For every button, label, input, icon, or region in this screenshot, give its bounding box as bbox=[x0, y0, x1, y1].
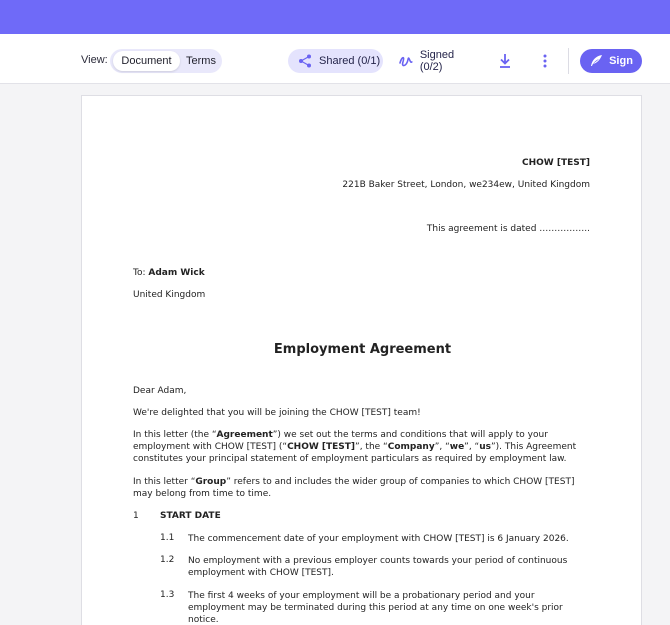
recipient-prefix: To: bbox=[133, 268, 149, 278]
signed-button[interactable] bbox=[397, 49, 479, 73]
clause-number: 1.3 bbox=[160, 590, 175, 600]
text-run: ” refers to and includes the wider group of companies to which CHOW [TEST] may belong from time to time. bbox=[133, 477, 575, 499]
recipient-line bbox=[133, 268, 205, 278]
document-toolbar bbox=[0, 34, 670, 84]
text-run: ”). This Agreement constitutes your principal statement of employment particulars as required by employment law. bbox=[133, 442, 577, 464]
shared-button[interactable] bbox=[288, 49, 383, 73]
defined-term: CHOW [TEST] bbox=[287, 442, 356, 452]
recipient-country: United Kingdom bbox=[133, 290, 206, 300]
signed-label: Signed (0/2) bbox=[419, 49, 455, 73]
defined-term: us bbox=[479, 442, 491, 452]
welcome-paragraph: We're delighted that you will be joining the CHOW [TEST] team! bbox=[133, 408, 421, 418]
text-run: ”) we set out the terms and conditions that will apply to your employment with CHOW [TEST] (“ bbox=[133, 430, 548, 452]
clause-text: The first 4 weeks of your employment will be a probationary period and your employment may be terminated during this period at any time on one week's prior notice. bbox=[188, 591, 563, 625]
download-icon[interactable] bbox=[498, 53, 512, 69]
text-run: In this letter “ bbox=[133, 477, 196, 487]
text-run: In this letter (the “ bbox=[133, 430, 217, 440]
view-label: View: bbox=[81, 54, 108, 66]
text-run: ”, the “ bbox=[355, 442, 388, 452]
agreement-date-line: This agreement is dated …………….. bbox=[426, 224, 590, 234]
sign-label: Sign bbox=[609, 55, 633, 67]
group-definition-paragraph bbox=[133, 476, 593, 500]
greeting-paragraph: Dear Adam, bbox=[133, 386, 187, 396]
text-run: ”, “ bbox=[434, 442, 450, 452]
clause-text: No employment with a previous employer counts towards your period of continuous employment with CHOW [TEST]. bbox=[188, 556, 568, 578]
text-run: ”, “ bbox=[464, 442, 480, 452]
defined-term: Company bbox=[387, 442, 435, 452]
defined-term: we bbox=[449, 442, 465, 452]
sign-button[interactable] bbox=[580, 49, 642, 73]
document-title: Employment Agreement bbox=[273, 342, 452, 357]
clause-text: The commencement date of your employment with CHOW [TEST] is 6 January 2026. bbox=[188, 534, 569, 544]
view-document-button[interactable]: Document bbox=[113, 51, 180, 71]
signature-icon bbox=[399, 54, 413, 68]
section-title: START DATE bbox=[160, 511, 221, 521]
company-name: CHOW [TEST] bbox=[522, 158, 590, 168]
toolbar-divider bbox=[568, 48, 569, 74]
document-page bbox=[81, 95, 642, 625]
clause-number: 1.1 bbox=[160, 533, 175, 543]
top-banner bbox=[0, 0, 670, 34]
defined-term: Agreement bbox=[216, 430, 273, 440]
view-terms-button[interactable]: Terms bbox=[186, 55, 216, 67]
more-vertical-icon[interactable] bbox=[538, 53, 552, 69]
clause-number: 1.2 bbox=[160, 555, 175, 565]
recipient-name: Adam Wick bbox=[148, 268, 205, 278]
agreement-definition-paragraph bbox=[133, 429, 593, 465]
share-icon bbox=[298, 54, 312, 68]
shared-label: Shared (0/1) bbox=[319, 55, 381, 67]
quill-icon bbox=[589, 54, 603, 68]
defined-term: Group bbox=[195, 477, 227, 487]
view-toggle bbox=[110, 49, 222, 73]
section-number: 1 bbox=[133, 511, 139, 521]
company-address: 221B Baker Street, London, we234ew, United Kingdom bbox=[342, 180, 590, 190]
